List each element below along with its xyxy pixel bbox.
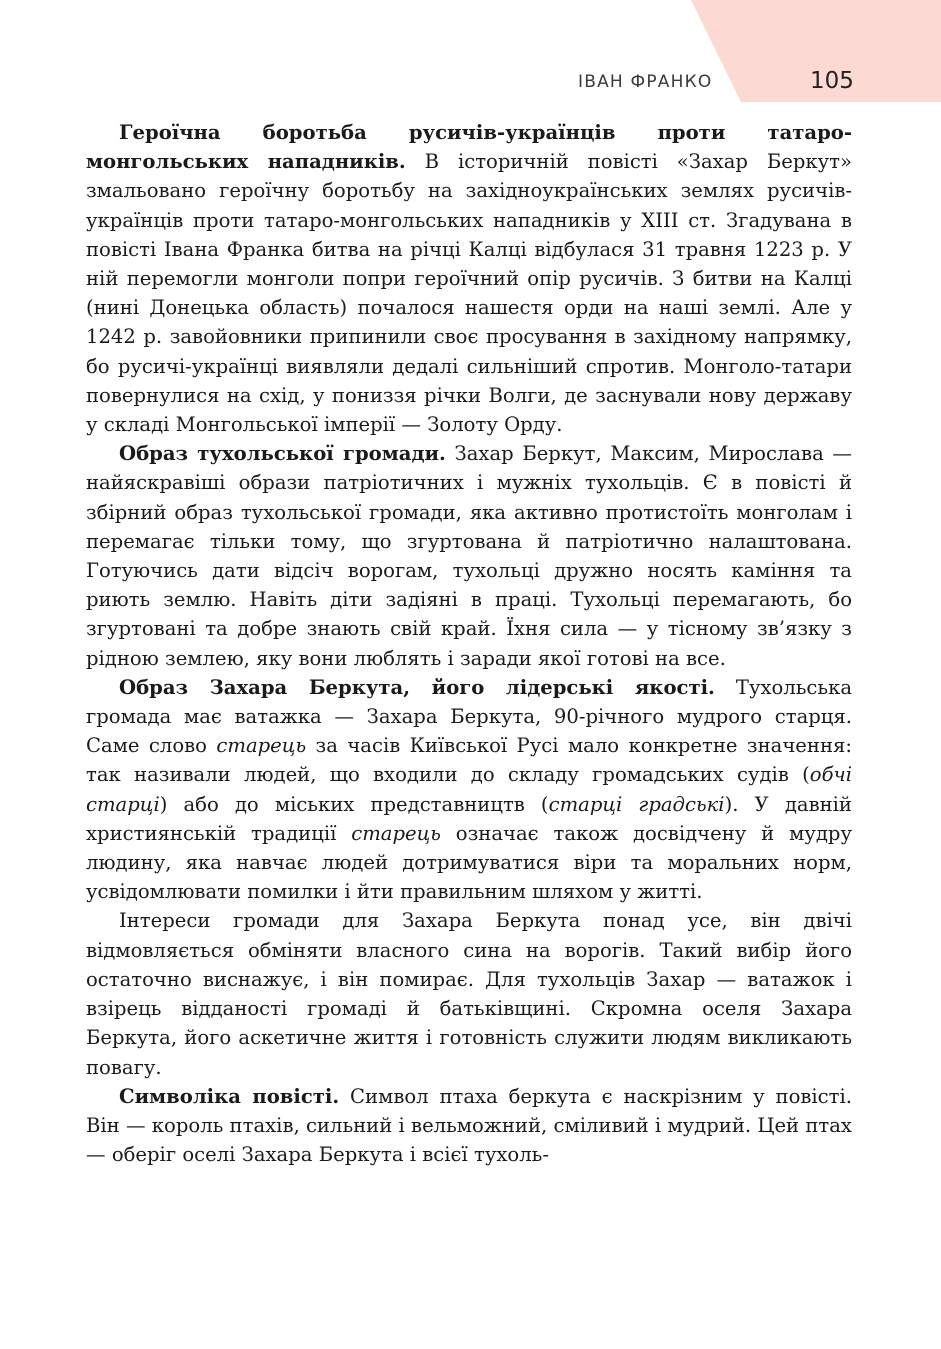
- paragraph-3-italic-term: старець: [351, 821, 441, 845]
- paragraph-3-text: ) або до міських представництв (: [159, 792, 549, 816]
- page-number: 105: [810, 68, 854, 94]
- paragraph-3-text: ). У давній християнській традиції: [86, 792, 852, 845]
- paragraph-2-text: Захар Беркут, Максим, Мирослава — найяскравіші образи патріотичних і мужніх тухольців. Є в повісті й збірний образ тухольської громади, яка активно протистоїть монголам і перемагає тільки тому, що згуртована й патріотично налаштована. Готуючись дати відсіч ворогам, тухольці дружно носять каміння та риють землю. Навіть діти задіяні в праці. Тухольці перемагають, бо згуртовані та добре знають свій край. Їхня сила — у тісному зв’язку з рідною землею, яку вони люблять і заради якої готові на все.: [86, 442, 852, 670]
- paragraph-4: [86, 906, 852, 1081]
- paragraph-3-text: означає також досвідчену й мудру людину, яка навчає людей дотримуватися віри та моральних норм, усвідомлювати помилки і йти правильним шляхом у житті.: [86, 821, 852, 904]
- paragraph-5-text: Символ птаха беркута є наскрізним у повісті. Він — король птахів, сильний і вельможний, сміливий і мудрий. Цей птах — оберіг оселі Захара Беркута і всієї тухоль-: [86, 1084, 852, 1167]
- paragraph-2-heading: Образ тухольської громади.: [119, 442, 446, 466]
- paragraph-3-heading: Образ Захара Беркута, його лідерські якості.: [119, 675, 715, 699]
- paragraph-4-text: Інтереси громади для Захара Беркута понад усе, він двічі відмовляється обміняти власного сина на ворогів. Такий вибір його остаточно виснажує, і він помирає. Для тухольців Захар — ватажок і взірець відданості громаді й батьківщині. Скромна оселя Захара Беркута, його аскетичне життя і готовність служити людям викликають повагу.: [86, 909, 852, 1079]
- running-head: ІВАН ФРАНКО: [578, 72, 713, 92]
- page-text: [86, 118, 852, 1169]
- paragraph-1-heading: Героїчна боротьба русичів-українців проти татаро-монгольських нападників.: [86, 121, 852, 174]
- paragraph-1: [86, 118, 852, 439]
- paragraph-1-text: В історичній повісті «Захар Беркут» змальовано героїчну боротьбу на західноукраїнських землях русичів-українців проти татаро-монгольських нападників у XIII ст. Згадувана в повісті Івана Франка битва на річці Калці відбулася 31 травня 1223 р. У ній перемогли монголи попри героїчний опір русичів. З битви на Калці (нині Донецька область) почалося нашестя орди на наші землі. Але у 1242 р. завойовники припинили своє просування в західному напрямку, бо русичі-українці виявляли дедалі сильніший спротив. Монголо-татари повернулися на схід, у пониззя річки Волги, де заснували нову державу у складі Монгольської імперії — Золоту Орду.: [86, 150, 852, 437]
- paragraph-5-heading: Символіка повісті.: [119, 1084, 340, 1108]
- paragraph-3-italic-term: старець: [216, 734, 307, 758]
- paragraph-3-italic-term: старці градські: [548, 792, 725, 816]
- paragraph-3: [86, 673, 852, 907]
- paragraph-3-text: за часів Київської Русі мало конкретне значення: так називали людей, що входили до складу громадських судів (: [86, 734, 852, 787]
- paragraph-3-text: Тухольська громада має ватажка — Захара Беркута, 90-річного мудрого старця. Саме слово: [86, 675, 852, 758]
- paragraph-2: [86, 439, 852, 673]
- paragraph-5: [86, 1082, 852, 1170]
- paragraph-3-italic-term: обчі старці: [86, 763, 852, 816]
